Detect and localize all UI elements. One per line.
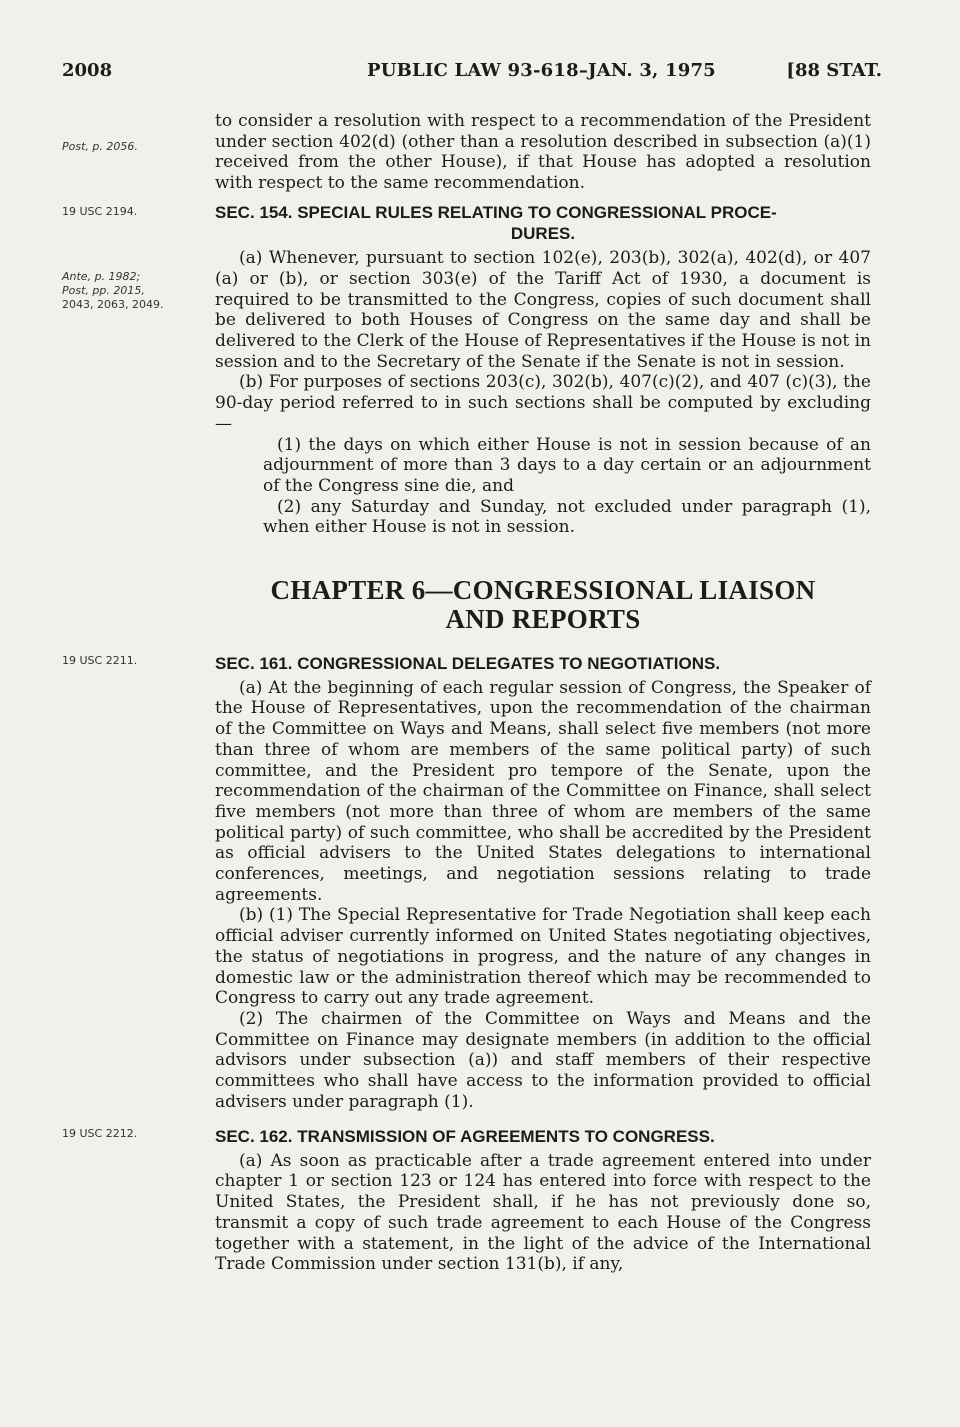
stat-reference: [88 STAT. xyxy=(786,60,882,81)
chapter-heading xyxy=(215,576,871,634)
margin-note-19usc2194: 19 USC 2194. xyxy=(62,205,138,218)
margin-note-line: 2043, 2063, 2049. xyxy=(62,298,164,311)
section-162-a: (a) As soon as practicable after a trade agreement entered into under chapter 1 or section 123 or 124 has entered into force with respect to the United States, the President shall, if he has not previously done so, transmit a copy of such trade agreement to each House of the Congress together with a statement, in the light of the advice of the International Trade Commission under section 131(b), if any, xyxy=(215,1150,871,1275)
section-154-b-2: (2) any Saturday and Sunday, not excluded under paragraph (1), when either House is not in session. xyxy=(263,496,871,538)
page-header xyxy=(62,60,882,84)
section-154-b-1: (1) the days on which either House is not in session because of an adjournment of more than 3 days to a day certain or an adjournment of the Congress sine die, and xyxy=(263,434,871,496)
section-154-b: (b) For purposes of sections 203(c), 302(b), 407(c)(2), and 407 (c)(3), the 90-day period referred to in such sections shall be computed by excluding— xyxy=(215,372,871,434)
page-number: 2008 xyxy=(62,60,113,81)
chapter-heading-line-2: AND REPORTS xyxy=(445,604,641,634)
section-161-b-2: (2) The chairmen of the Committee on Ways and Means and the Committee on Finance may designate members (in addition to the official advisors under subsection (a)) and staff members of their respective committees who shall have access to the information provided to official advisers under paragraph (1). xyxy=(215,1008,871,1112)
section-161-b-1: (b) (1) The Special Representative for Trade Negotiation shall keep each official adviser currently informed on United States negotiating objectives, the status of negotiations in progress, and the nature of any changes in domestic law or the administration thereof which may be recommended to Congress to carry out any trade agreement. xyxy=(215,905,871,1009)
section-154-heading: SEC. 154. SPECIAL RULES RELATING TO CONGRESSIONAL PROCE- xyxy=(215,202,777,222)
section-162-heading: SEC. 162. TRANSMISSION OF AGREEMENTS TO CONGRESS. xyxy=(215,1127,715,1146)
margin-note-post-2056: Post, p. 2056. xyxy=(62,140,138,153)
paragraph-continuation: to consider a resolution with respect to a recommendation of the President under section 402(d) (other than a resolution described in subsection (a)(1) received from the other House), if that House has adopted a resolution with respect to the same recommendation. xyxy=(215,111,871,194)
margin-note-line: Ante, p. 1982; xyxy=(62,270,141,283)
section-161-heading: SEC. 161. CONGRESSIONAL DELEGATES TO NEGOTIATIONS. xyxy=(215,654,721,673)
margin-note-19usc2211: 19 USC 2211. xyxy=(62,654,138,667)
text-block-sec161 xyxy=(215,654,871,1112)
margin-note-line: Post, pp. 2015, xyxy=(62,284,145,297)
margin-note-19usc2212: 19 USC 2212. xyxy=(62,1127,138,1140)
section-154-a: (a) Whenever, pursuant to section 102(e), 203(b), 302(a), 402(d), or 407 (a) or (b), or section 303(e) of the Tariff Act of 1930, a document is required to be transmitted to the Congress, copies of such document shall be delivered to both Houses of Congress on the same day and shall be delivered to the Clerk of the House of Representatives if the House is not in session and to the Secretary of the Senate if the Senate is not in session. xyxy=(215,248,871,372)
page-title: PUBLIC LAW 93-618–JAN. 3, 1975 xyxy=(367,60,716,81)
chapter-heading-line-1: CHAPTER 6—CONGRESSIONAL LIAISON xyxy=(270,575,816,605)
section-154-heading-cont: DURES. xyxy=(510,223,576,243)
margin-note-ante-1982 xyxy=(62,270,212,312)
text-block-top xyxy=(215,111,871,538)
text-block-sec162 xyxy=(215,1127,871,1275)
section-161-a: (a) At the beginning of each regular session of Congress, the Speaker of the House of Representatives, upon the recommendation of the chairman of the Committee on Ways and Means, shall select five members (not more than three of whom are members of the same political party) of such committee, and the President pro tempore of the Senate, upon the recommendation of the chairman of the Committee on Finance, shall select five members (not more than three of whom are members of the same political party) of such committee, who shall be accredited by the President as official advisers to the United States delegations to international conferences, meetings, and negotiation sessions relating to trade agreements. xyxy=(215,677,871,905)
